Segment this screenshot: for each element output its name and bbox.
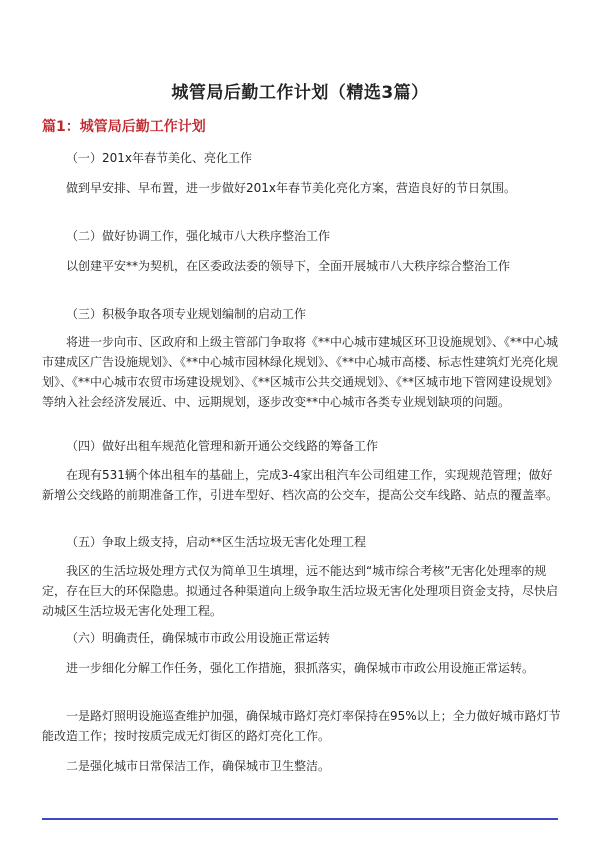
- subheading-3: [42, 304, 562, 324]
- paragraph-text: （四）做好出租车规范化管理和新开通公交线路的筹备工作: [66, 439, 379, 453]
- subheading-2: [42, 226, 562, 246]
- footer-divider: [42, 818, 558, 820]
- paragraph-text: 以创建平安**为契机，在区委政法委的领导下，全面开展城市八大秩序综合整治工作: [66, 259, 511, 273]
- paragraph-5: [42, 561, 562, 621]
- paragraph-text: 我区的生活垃圾处理方式仅为简单卫生填埋，远不能达到“城市综合考核”无害化处理率的规定，存在巨大的环保隐患。拟通过各种渠道向上级争取生活垃圾无害化处理项目资金支持，尽快启动城区生活垃圾无害化处理工程。: [42, 564, 559, 618]
- paragraph-1: [42, 178, 562, 198]
- paragraph-text: （二）做好协调工作，强化城市八大秩序整治工作: [66, 229, 331, 243]
- paragraph-text: （三）积极争取各项专业规划编制的启动工作: [66, 307, 307, 321]
- paragraph-2: [42, 256, 562, 276]
- paragraph-text: 做到早安排、早布置，进一步做好201x年春节美化亮化方案，营造良好的节日氛围。: [66, 181, 517, 195]
- paragraph-text: 二是强化城市日常保洁工作，确保城市卫生整洁。: [66, 759, 331, 773]
- paragraph-text: （五）争取上级支持，启动**区生活垃圾无害化处理工程: [66, 535, 367, 549]
- document-title: 城管局后勤工作计划（精选3篇）: [171, 83, 429, 103]
- subheading-4: [42, 436, 562, 456]
- paragraph-text: 进一步细化分解工作任务，强化工作措施，狠抓落实，确保城市市政公用设施正常运转。: [66, 661, 535, 675]
- subheading-5: [42, 532, 562, 552]
- paragraph-text: （六）明确责任，确保城市市政公用设施正常运转: [66, 631, 331, 645]
- subheading-1: [42, 148, 562, 168]
- paragraph-text: 将进一步向市、区政府和上级主管部门争取将《**中心城市建城区环卫设施规划》、《**中心城市建成区广告设施规划》、《**中心城市园林绿化规划》、《**中心城市高楼、标志性建筑灯光亮化规划》、《**中心城市农贸市场建设规划》、《**区城市公共交通规划》、《**区城市地下管网建设规划》等纳入社会经济发展近、中、远期规划，逐步改变**中心城市各类专业规划缺项的问题。: [42, 335, 559, 409]
- paragraph-3: [42, 332, 562, 412]
- paragraph-text: 在现有531辆个体出租车的基础上，完成3-4家出租汽车公司组建工作，实现规范管理；做好新增公交线路的前期准备工作，引进车型好、档次高的公交车，提高公交车线路、站点的覆盖率。: [42, 468, 559, 502]
- paragraph-text: （一）201x年春节美化、亮化工作: [66, 151, 253, 165]
- paragraph-7: [42, 706, 562, 746]
- subheading-6: [42, 628, 562, 648]
- paragraph-4: [42, 465, 562, 505]
- section-heading: 篇1：城管局后勤工作计划: [42, 119, 206, 135]
- paragraph-8: [42, 756, 562, 776]
- paragraph-text: 一是路灯照明设施巡查维护加强，确保城市路灯亮灯率保持在95%以上；全力做好城市路灯节能改造工作；按时按质完成无灯街区的路灯亮化工作。: [42, 709, 561, 743]
- paragraph-6: [42, 658, 562, 678]
